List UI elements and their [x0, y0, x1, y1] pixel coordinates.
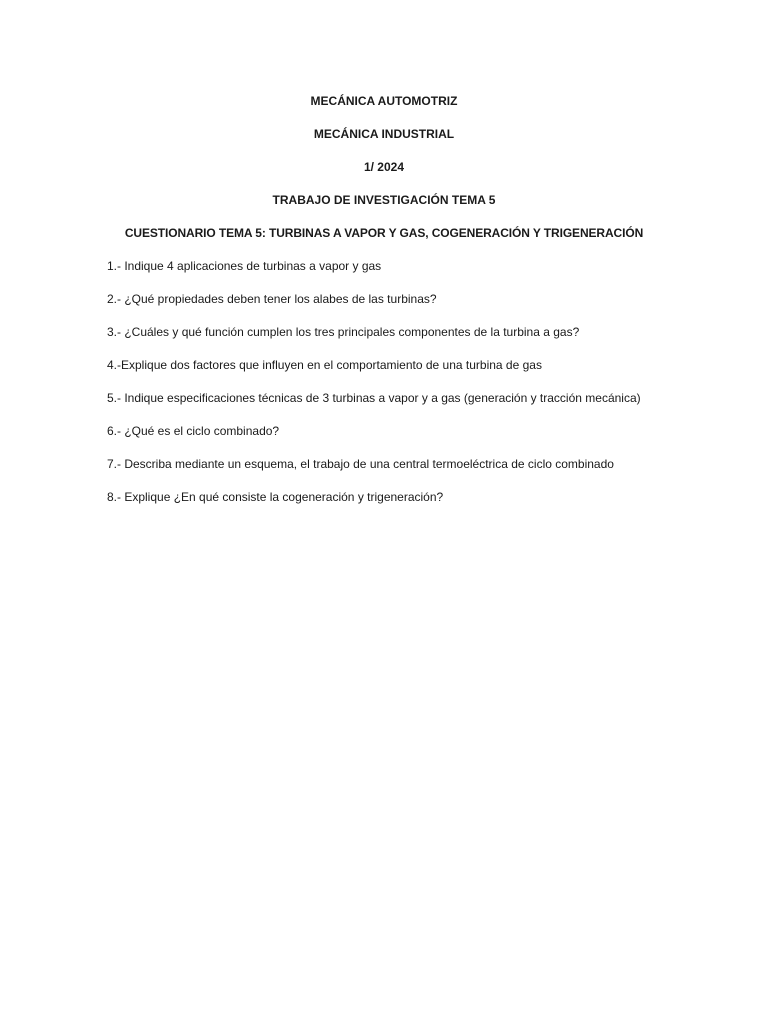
- question-2: 2.- ¿Qué propiedades deben tener los alabes de las turbinas?: [107, 292, 437, 306]
- heading-assignment: TRABAJO DE INVESTIGACIÓN TEMA 5: [272, 193, 496, 207]
- question-8: 8.- Explique ¿En qué consiste la cogeneración y trigeneración?: [107, 490, 444, 504]
- question-3: 3.- ¿Cuáles y qué función cumplen los tres principales componentes de la turbina a gas?: [107, 325, 580, 339]
- question-1: 1.- Indique 4 aplicaciones de turbinas a vapor y gas: [107, 259, 382, 273]
- heading-career-automotriz: MECÁNICA AUTOMOTRIZ: [310, 94, 458, 108]
- heading-career-industrial: MECÁNICA INDUSTRIAL: [313, 127, 455, 141]
- question-5: 5.- Indique especificaciones técnicas de 3 turbinas a vapor y a gas (generación y tracción mecánica): [107, 391, 641, 405]
- heading-questionnaire-title: CUESTIONARIO TEMA 5: TURBINAS A VAPOR Y GAS, COGENERACIÓN Y TRIGENERACIÓN: [124, 226, 644, 240]
- question-7: 7.- Describa mediante un esquema, el trabajo de una central termoeléctrica de ciclo combinado: [107, 457, 614, 471]
- heading-period: 1/ 2024: [363, 160, 405, 174]
- question-6: 6.- ¿Qué es el ciclo combinado?: [107, 424, 280, 438]
- question-4: 4.-Explique dos factores que influyen en el comportamiento de una turbina de gas: [107, 358, 542, 372]
